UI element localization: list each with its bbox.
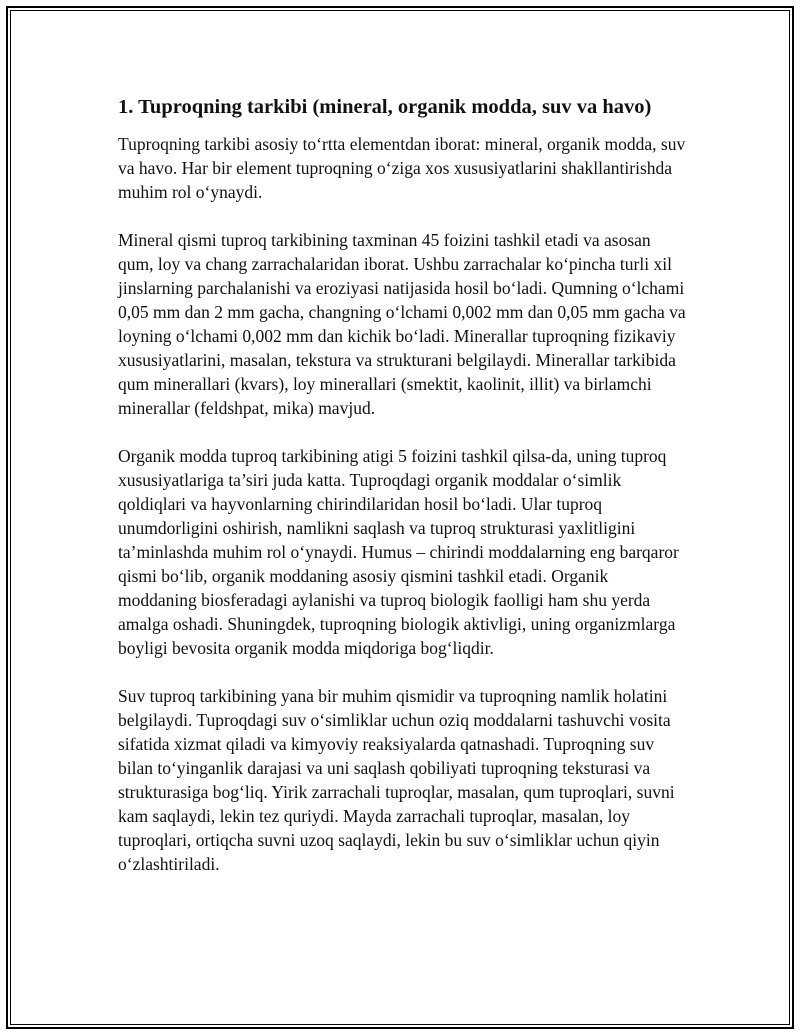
paragraph-intro: Tuproqning tarkibi asosiy to‘rtta elementdan iborat: mineral, organik modda, suv va havo. Har bir element tuproqning o‘ziga xos xususiyatlarini shakllantirishda muhim rol o‘ynaydi. bbox=[118, 134, 686, 202]
paragraph-water: Suv tuproq tarkibining yana bir muhim qismidir va tuproqning namlik holatini belgilaydi. Tuproqdagi suv o‘simliklar uchun oziq moddalarni tashuvchi vosita sifatida xizmat qiladi va kimyoviy reaksiyalarda qatnashadi. Tuproqning suv bilan to‘yinganlik darajasi va uni saqlash qobiliyati tuproqning teksturasi va strukturasiga bog‘liq. Yirik zarrachali tuproqlar, masalan, qum tuproqlari, suvni kam saqlaydi, lekin tez quriydi. Mayda zarrachali tuproqlar, masalan, loy tuproqlari, ortiqcha suvni uzoq saqlaydi, lekin bu suv o‘simliklar uchun qiyin o‘zlashtiriladi. bbox=[118, 686, 675, 874]
section-heading: 1. Tuproqning tarkibi (mineral, organik modda, suv va havo) bbox=[118, 96, 652, 118]
paragraph-organic: Organik modda tuproq tarkibining atigi 5 foizini tashkil qilsa-da, uning tuproq xususiyatlariga ta’siri juda katta. Tuproqdagi organik moddalar o‘simlik qoldiqlari va hayvonlarning chirindilaridan hosil bo‘ladi. Ular tuproq unumdorligini oshirish, namlikni saqlash va tuproq strukturasi yaxlitligini ta’minlashda muhim rol o‘ynaydi. Humus – chirindi moddalarning eng barqaror qismi bo‘lib, organik moddaning asosiy qismini tashkil etadi. Organik moddaning biosferadagi aylanishi va tuproq biologik faolligi ham shu yerda amalga oshadi. Shuningdek, tuproqning biologik aktivligi, uning organizmlarga boyligi bevosita organik modda miqdoriga bog‘liqdir. bbox=[118, 446, 679, 658]
document-body bbox=[118, 94, 686, 900]
paragraph-mineral: Mineral qismi tuproq tarkibining taxminan 45 foizini tashkil etadi va asosan qum, loy va chang zarrachalaridan iborat. Ushbu zarrachalar ko‘pincha turli xil jinslarning parchalanishi va eroziyasi natijasida hosil bo‘ladi. Qumning o‘lchami 0,05 mm dan 2 mm gacha, changning o‘lchami 0,002 mm dan 0,05 mm gacha va loyning o‘lchami 0,002 mm dan kichik bo‘ladi. Minerallar tuproqning fizikaviy xususiyatlarini, masalan, tekstura va strukturani belgilaydi. Minerallar tarkibida qum minerallari (kvars), loy minerallari (smektit, kaolinit, illit) va birlamchi minerallar (feldshpat, mika) mavjud. bbox=[118, 230, 686, 418]
